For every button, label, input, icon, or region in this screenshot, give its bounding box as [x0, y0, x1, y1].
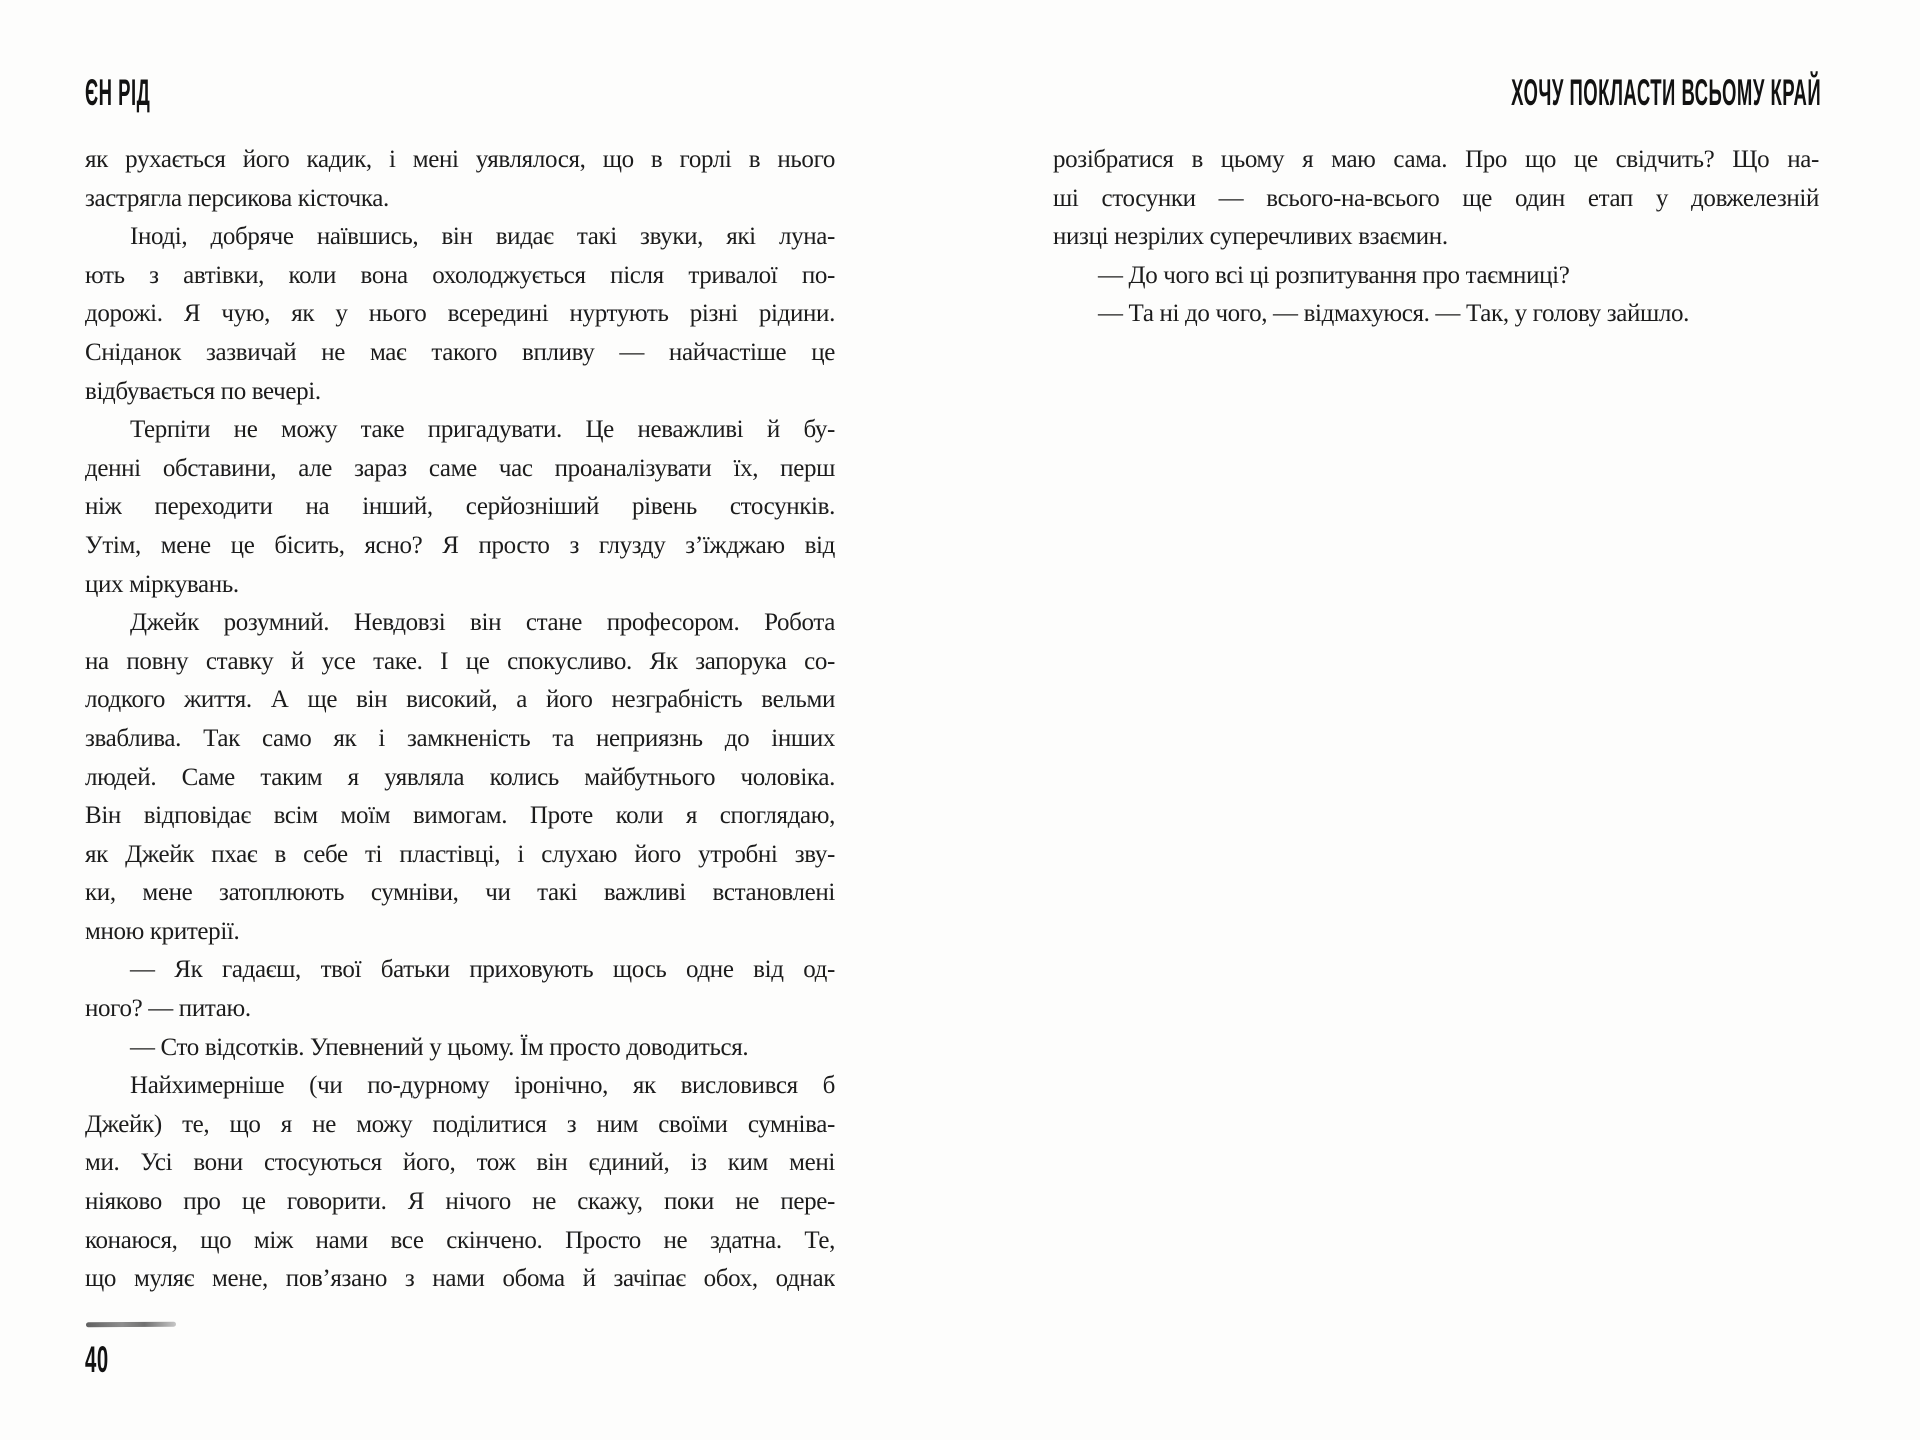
text-line: ють з автівки, коли вона охолоджується після тривалої по-: [85, 261, 835, 289]
text-line: на повну ставку й усе таке. І це спокусливо. Як запорука со-: [85, 647, 835, 675]
text-line: що муляє мене, пов’язано з нами обома й зачіпає обох, однак: [85, 1265, 835, 1293]
text-line: Іноді, добряче наївшись, він видає такі звуки, які луна-: [130, 223, 835, 251]
text-line: Джейк) те, що я не можу поділитися з ним своїми сумніва-: [85, 1110, 835, 1138]
text-line: мною критерії.: [85, 917, 240, 945]
text-line: ного? — питаю.: [85, 995, 251, 1023]
text-line: людей. Саме таким я уявляла колись майбутнього чоловіка.: [85, 763, 835, 791]
text-line: ніяково про це говорити. Я нічого не скажу, поки не пере-: [85, 1188, 835, 1216]
text-line: Утім, мене це бісить, ясно? Я просто з глузду з’їжджаю від: [85, 531, 835, 559]
text-line: ші стосунки — всього-на-всього ще один етап у довжелезній: [1053, 184, 1819, 212]
text-line: застрягла персикова кісточка.: [85, 184, 389, 212]
text-line: денні обставини, але зараз саме час проаналізувати їх, перш: [85, 454, 835, 482]
text-line: ніж переходити на інший, серйозніший рівень стосунків.: [85, 493, 835, 521]
text-line: низці незрілих суперечливих взаємин.: [1053, 223, 1448, 251]
text-line: лодкого життя. А ще він високий, а його незграбність вельми: [85, 686, 835, 714]
text-line: конаюся, що між нами все скінчено. Просто не здатна. Те,: [85, 1226, 835, 1254]
page-number: [85, 1341, 128, 1378]
text-line: — Сто відсотків. Упевнений у цьому. Їм просто доводиться.: [130, 1033, 749, 1061]
text-line: — До чого всі ці розпитування про таємниці?: [1098, 261, 1570, 289]
page-number-text: 40: [85, 1339, 109, 1380]
text-line: як рухається його кадик, і мені уявлялося, що в горлі в нього: [85, 146, 835, 173]
text-line: Терпіти не можу таке пригадувати. Це неважливі й бу-: [130, 416, 835, 444]
text-line: як Джейк пхає в себе ті пластівці, і слухаю його утробні зву-: [85, 840, 835, 868]
text-line: цих міркувань.: [85, 570, 239, 598]
text-line: — Як гадаєш, твої батьки приховують щось одне від од-: [130, 956, 835, 984]
footer-rule: [86, 1322, 176, 1328]
text-line: Сніданок зазвичай не має такого впливу — найчастіше це: [85, 338, 835, 366]
text-line: — Та ні до чого, — відмахуюся. — Так, у голову зайшло.: [1098, 300, 1690, 328]
text-line: розібратися в цьому я маю сама. Про що це свідчить? Що на-: [1053, 146, 1819, 173]
text-line: ми. Усі вони стосуються його, тож він єдиний, із ким мені: [85, 1149, 835, 1177]
text-line: ки, мене затоплюють сумніви, чи такі важливі встановлені: [85, 879, 835, 907]
text-line: Найхимерніше (чи по-дурному іронічно, як висловився б: [130, 1072, 835, 1100]
text-line: відбувається по вечері.: [85, 377, 321, 405]
text-line: Він відповідає всім моїм вимогам. Проте коли я споглядаю,: [85, 802, 835, 830]
text-line: зваблива. Так само як і замкненість та неприязнь до інших: [85, 724, 835, 752]
author-running-head: [85, 74, 216, 111]
title-running-head-text: ХОЧУ ПОКЛАСТИ ВСЬОМУ КРАЙ: [1510, 72, 1821, 113]
title-running-head: [1201, 74, 1821, 111]
text-line: дорожі. Я чую, як у нього всередині нуртують різні рідини.: [85, 300, 835, 328]
right-page-text-column: [1053, 141, 1819, 334]
left-page-text-column: [85, 141, 835, 1299]
author-running-head-text: ЄН РІД: [85, 72, 151, 113]
text-line: Джейк розумний. Невдовзі він стане професором. Робота: [130, 609, 835, 637]
